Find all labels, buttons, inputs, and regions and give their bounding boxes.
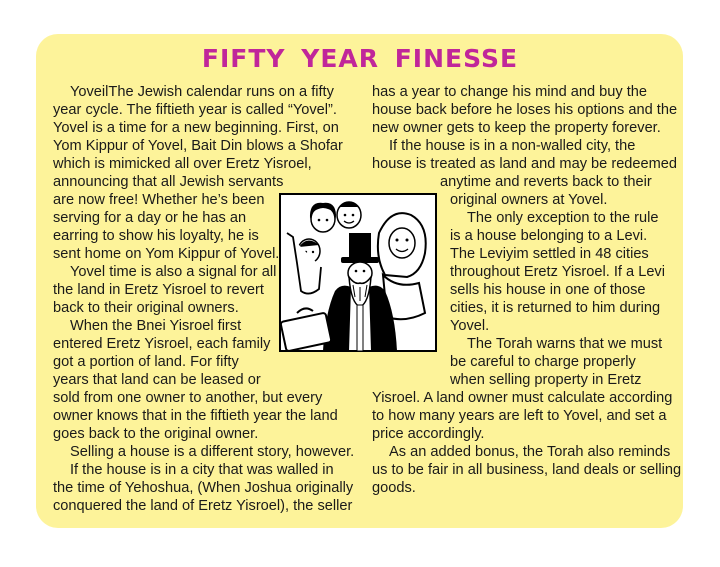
text-line: owner knows that in the fiftieth year the land — [53, 408, 338, 424]
text-line: goes back to the original owner. — [53, 426, 259, 442]
article-title: FIFTY YEAR FINESSE — [201, 44, 519, 73]
text-line: Yisroel. A land owner must calculate according — [372, 390, 673, 406]
text-line: throughout Eretz Yisroel. If a Levi — [450, 264, 665, 280]
text-line: earring to show his loyalty, he is — [53, 228, 259, 244]
text-line: sells his house in one of those — [450, 282, 646, 298]
text-line: years that land can be leased or — [53, 372, 261, 388]
text-line: As an added bonus, the Torah also reminds — [389, 444, 671, 460]
text-line: got a portion of land. For fifty — [53, 354, 239, 370]
text-line: anytime and reverts back to their — [440, 174, 652, 190]
text-line: new owner gets to keep the property forever. — [372, 120, 661, 136]
text-line: Yom Kippur of Yovel, Bait Din blows a Shofar — [53, 138, 343, 154]
right-paragraph-3 — [450, 209, 665, 335]
text-line: house back before he loses his options and the — [372, 102, 678, 118]
text-line: When the Bnei Yisroel first — [70, 318, 242, 334]
left-paragraph-2 — [53, 263, 276, 317]
rabbi-family-illustration — [279, 193, 437, 352]
text-line: is a house belonging to a Levi. — [450, 228, 648, 244]
text-line: sent home on Yom Kippur of Yovel. — [53, 246, 280, 262]
text-line: The only exception to the rule — [467, 210, 659, 226]
text-line: The Torah warns that we must — [467, 336, 663, 352]
text-line: the land in Eretz Yisroel to revert — [53, 282, 264, 298]
text-line: sold from one owner to another, but every — [53, 390, 323, 406]
text-line: If the house is in a non-walled city, the — [389, 138, 636, 154]
text-line: entered Eretz Yisroel, each family — [53, 336, 271, 352]
text-line: original owners at Yovel. — [450, 192, 608, 208]
right-paragraph-1 — [372, 83, 677, 137]
text-line: If the house is in a city that was walled in — [70, 462, 334, 478]
text-line: to how many years are left to Yovel, and set a — [372, 408, 667, 424]
left-paragraph-4 — [53, 443, 354, 461]
text-line: conquered the land of Eretz Yisroel), the seller — [53, 498, 353, 514]
text-line: Selling a house is a different story, however. — [70, 444, 355, 460]
text-line: cities, it is returned to him during — [450, 300, 661, 316]
text-line: back to their original owners. — [53, 300, 239, 316]
text-line: which is mimicked all over Eretz Yisroel, — [53, 156, 312, 172]
text-line: Yovel is a time for a new beginning. First, on — [53, 120, 339, 136]
text-line: The Leviyim settled in 48 cities — [450, 246, 649, 262]
text-line: has a year to change his mind and buy the — [372, 84, 648, 100]
text-line: YoveilThe Jewish calendar runs on a fifty — [70, 84, 334, 100]
text-line: Yovel time is also a signal for all — [70, 264, 277, 280]
text-line: announcing that all Jewish servants — [53, 174, 284, 190]
text-line: goods. — [372, 480, 416, 496]
text-line: are now free! Whether he’s been — [53, 192, 265, 208]
text-line: year cycle. The fiftieth year is called “Yovel”. — [53, 102, 337, 118]
text-line: Yovel. — [450, 318, 490, 334]
right-paragraph-5 — [372, 443, 681, 497]
text-line: us to be fair in all business, land deals or selling — [372, 462, 682, 478]
text-line: price accordingly. — [372, 426, 485, 442]
text-line: be careful to charge properly — [450, 354, 636, 370]
left-paragraph-5 — [53, 461, 353, 515]
text-line: serving for a day or he has an — [53, 210, 247, 226]
text-line: when selling property in Eretz — [450, 372, 642, 388]
text-line: house is treated as land and may be redeemed — [372, 156, 678, 172]
text-line: the time of Yehoshua, (When Joshua originally — [53, 480, 354, 496]
